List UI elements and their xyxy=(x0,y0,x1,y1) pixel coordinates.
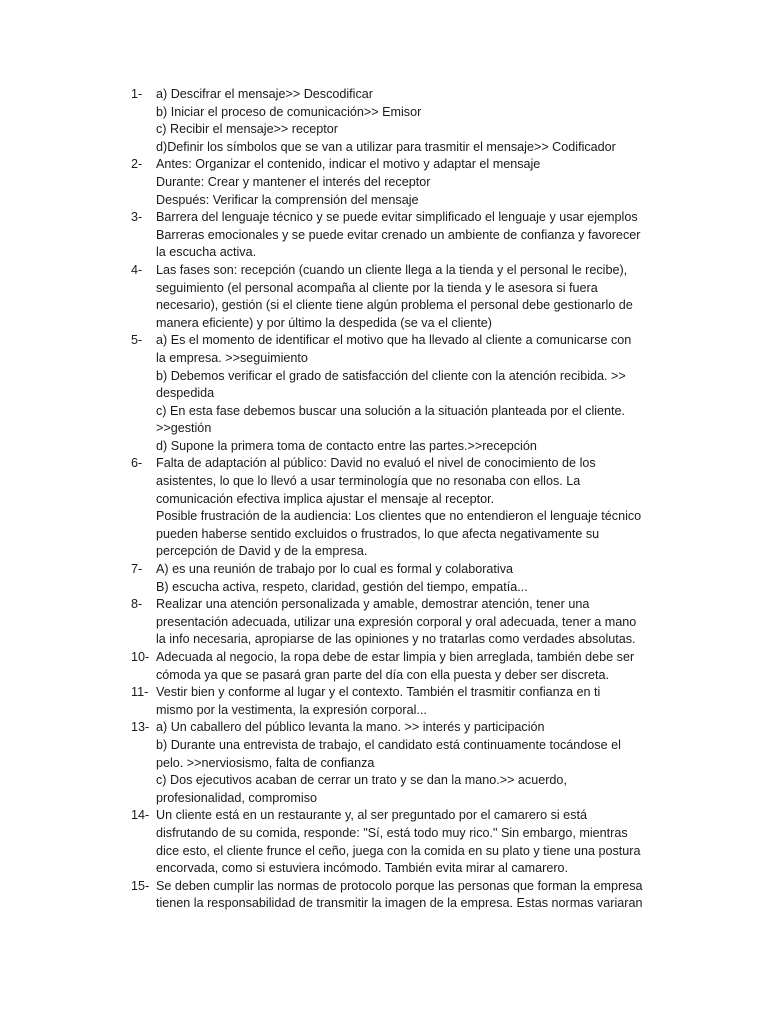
item-text-line: Después: Verificar la comprensión del mensaje xyxy=(156,192,419,207)
item-text-line: percepción de David y de la empresa. xyxy=(156,544,368,559)
item-number: 15- xyxy=(131,878,150,893)
item-text-line: b) Iniciar el proceso de comunicación>> Emisor xyxy=(156,104,422,119)
answer-item xyxy=(131,807,661,877)
answer-item xyxy=(131,262,661,332)
item-text-line: a) Es el momento de identificar el motivo que ha llevado al cliente a comunicarse con xyxy=(156,333,632,348)
answer-list xyxy=(131,86,661,913)
item-number: 14- xyxy=(131,808,150,823)
item-text-line: a) Descifrar el mensaje>> Descodificar xyxy=(156,87,373,101)
item-text-line: Posible frustración de la audiencia: Los clientes que no entendieron el lenguaje técnico xyxy=(156,509,642,524)
item-text-line: >>gestión xyxy=(156,421,212,436)
item-text-line: b) Durante una entrevista de trabajo, el candidato está continuamente tocándose el xyxy=(156,737,621,752)
item-number: 2- xyxy=(131,157,143,172)
item-number: 13- xyxy=(131,720,150,735)
item-text-line: presentación adecuada, utilizar una expresión corporal y oral adecuada, tener a mano xyxy=(156,614,637,629)
item-text-line: Falta de adaptación al público: David no evaluó el nivel de conocimiento de los xyxy=(156,456,596,471)
item-text-line: Durante: Crear y mantener el interés del receptor xyxy=(156,174,431,189)
item-text-line: la escucha activa. xyxy=(156,245,257,260)
item-text-line: tienen la responsabilidad de transmitir la imagen de la empresa. Estas normas variaran xyxy=(156,896,643,911)
item-text-line: B) escucha activa, respeto, claridad, gestión del tiempo, empatía... xyxy=(156,579,528,594)
answer-item xyxy=(131,332,661,455)
item-text-line: disfrutando de su comida, responde: "Sí, está todo muy rico." Sin embargo, mientras xyxy=(156,825,628,840)
item-text-line: d) Supone la primera toma de contacto entre las partes.>>recepción xyxy=(156,438,537,453)
item-text-line: pueden haberse sentido excluidos o frustrados, lo que afecta negativamente su xyxy=(156,526,600,541)
item-text-line: b) Debemos verificar el grado de satisfacción del cliente con la atención recibida. >> xyxy=(156,368,626,383)
answer-item xyxy=(131,649,661,684)
item-text-line: Barreras emocionales y se puede evitar crenado un ambiente de confianza y favorecer xyxy=(156,227,641,242)
item-text-line: asistentes, lo que lo llevó a usar terminología que no resonaba con ellos. La xyxy=(156,474,581,489)
item-number: 8- xyxy=(131,597,143,612)
item-text-line: Antes: Organizar el contenido, indicar el motivo y adaptar el mensaje xyxy=(156,157,541,172)
item-text-line: la info necesaria, apropiarse de las opiniones y no tratarlas como verdades absolutas. xyxy=(156,632,636,647)
item-number: 11- xyxy=(131,685,149,700)
item-text-line: seguimiento (el personal acompaña al cliente por la tienda y le asesora si fuera xyxy=(156,280,598,295)
item-text-line: Las fases son: recepción (cuando un cliente llega a la tienda y el personal le recibe), xyxy=(156,262,628,277)
item-text-line: Vestir bien y conforme al lugar y el contexto. También el trasmitir confianza en ti xyxy=(156,685,601,700)
answer-item xyxy=(131,719,661,807)
item-text-line: c) Recibir el mensaje>> receptor xyxy=(156,122,338,137)
answer-item xyxy=(131,209,661,262)
answer-item xyxy=(131,156,661,209)
item-text-line: necesario), gestión (si el cliente tiene algún problema el personal debe gestionarlo de xyxy=(156,298,633,313)
item-text-line: mismo por la vestimenta, la expresión corporal... xyxy=(156,702,427,717)
answer-item xyxy=(131,86,661,156)
item-text-line: d)Definir los símbolos que se van a utilizar para trasmitir el mensaje>> Codificador xyxy=(156,139,616,154)
item-text-line: c) En esta fase debemos buscar una solución a la situación planteada por el cliente. xyxy=(156,403,626,418)
item-text-line: cómoda ya que se pasará gran parte del día con ella puesta y deber ser discreta. xyxy=(156,667,609,682)
answer-item xyxy=(131,561,661,596)
item-text-line: c) Dos ejecutivos acaban de cerrar un trato y se dan la mano.>> acuerdo, xyxy=(156,773,567,788)
item-text-line: Se deben cumplir las normas de protocolo porque las personas que forman la empresa xyxy=(156,878,643,893)
answer-item xyxy=(131,878,661,913)
item-text-line: Realizar una atención personalizada y amable, demostrar atención, tener una xyxy=(156,597,590,612)
item-number: 3- xyxy=(131,210,143,225)
item-text-line: Adecuada al negocio, la ropa debe de estar limpia y bien arreglada, también debe ser xyxy=(156,650,635,664)
item-number: 7- xyxy=(131,562,143,577)
item-text-line: despedida xyxy=(156,386,215,401)
item-text-line: Un cliente está en un restaurante y, al ser preguntado por el camarero si está xyxy=(156,808,587,823)
item-text-line: la empresa. >>seguimiento xyxy=(156,350,308,365)
item-number: 10- xyxy=(131,650,150,664)
item-number: 5- xyxy=(131,333,143,348)
item-text-line: profesionalidad, compromiso xyxy=(156,790,318,805)
item-text-line: A) es una reunión de trabajo por lo cual es formal y colaborativa xyxy=(156,562,514,577)
item-text-line: encorvada, como si estuviera incómodo. También evita mirar al camarero. xyxy=(156,861,569,876)
item-text-line: pelo. >>nerviosismo, falta de confianza xyxy=(156,755,375,770)
item-text-line: manera eficiente) y por último la despedida (se va el cliente) xyxy=(156,315,493,330)
answer-item xyxy=(131,684,661,719)
answer-item xyxy=(131,596,661,649)
item-number: 6- xyxy=(131,456,143,471)
item-text-line: dice esto, el cliente frunce el ceño, juega con la comida en su plato y tiene una postura xyxy=(156,843,641,858)
item-number: 1- xyxy=(131,87,143,101)
item-number: 4- xyxy=(131,262,143,277)
item-text-line: Barrera del lenguaje técnico y se puede evitar simplificado el lenguaje y usar ejemplos xyxy=(156,210,638,225)
answer-item xyxy=(131,455,661,561)
item-text-line: a) Un caballero del público levanta la mano. >> interés y participación xyxy=(156,720,545,735)
item-text-line: comunicación efectiva implica ajustar el mensaje al receptor. xyxy=(156,491,495,506)
